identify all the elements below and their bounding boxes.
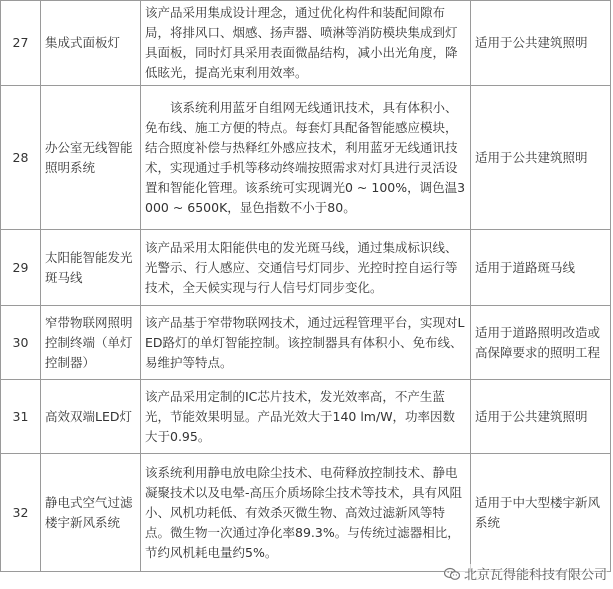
application-scope: 适用于公共建筑照明 [471,380,611,454]
product-name: 静电式空气过滤楼宇新风系统 [41,454,141,572]
watermark-text: 北京瓦得能科技有限公司 [463,568,607,583]
application-scope: 适用于中大型楼宇新风系统 [471,454,611,572]
row-number: 30 [1,306,41,380]
application-scope: 适用于道路斑马线 [471,230,611,306]
wechat-icon [444,567,460,581]
application-scope: 适用于公共建筑照明 [471,1,611,86]
product-description: 该系统利用蓝牙自组网无线通讯技术，具有体积小、免布线、施工方便的特点。每套灯具配备智能感应模块，结合照度补偿与热释红外感应技术，利用蓝牙无线通讯技术，实现通过手机等移动终端按照需求对灯具进行灵活设置和智能化管理。该系统可实现调光0 ~ 100%，调色温3000 ~ 6500K，显色指数不小于80。 [141,86,471,230]
table-row [1,306,611,380]
product-name: 高效双端LED灯 [41,380,141,454]
row-number: 31 [1,380,41,454]
product-name: 办公室无线智能照明系统 [41,86,141,230]
table-row [1,1,611,86]
table-row [1,454,611,572]
row-number: 28 [1,86,41,230]
application-scope: 适用于道路照明改造或高保障要求的照明工程 [471,306,611,380]
table-row [1,86,611,230]
product-description: 该产品基于窄带物联网技术，通过远程管理平台，实现对LED路灯的单灯智能控制。该控制器具有体积小、免布线、易维护等特点。 [141,306,471,380]
product-description: 该系统利用静电放电除尘技术、电荷释放控制技术、静电凝聚技术以及电晕-高压介质场除尘技术等技术，具有风阻小、风机功耗低、有效杀灭微生物、高效过滤新风等特点。微生物一次通过净化率89.3%。与传统过滤器相比，节约风机耗电量约5%。 [141,454,471,572]
product-description: 该产品采用定制的IC芯片技术，发光效率高，不产生蓝光，节能效果明显。产品光效大于140 lm/W，功率因数大于0.95。 [141,380,471,454]
product-name: 窄带物联网照明控制终端（单灯控制器） [41,306,141,380]
row-number: 29 [1,230,41,306]
table-row [1,230,611,306]
application-scope: 适用于公共建筑照明 [471,86,611,230]
row-number: 32 [1,454,41,572]
product-name: 集成式面板灯 [41,1,141,86]
row-number: 27 [1,1,41,86]
product-description: 该产品采用太阳能供电的发光斑马线，通过集成标识线、光警示、行人感应、交通信号灯同步、光控时控自运行等技术，全天候实现与行人信号灯同步变化。 [141,230,471,306]
product-description: 该产品采用集成设计理念，通过优化构件和装配间隙布局，将排风口、烟感、扬声器、喷淋等消防模块集成到灯具面板，同时灯具采用表面微晶结构，减小出光角度，降低眩光，提高光束利用效率。 [141,1,471,86]
table-row [1,380,611,454]
watermark [444,564,607,583]
product-name: 太阳能智能发光斑马线 [41,230,141,306]
